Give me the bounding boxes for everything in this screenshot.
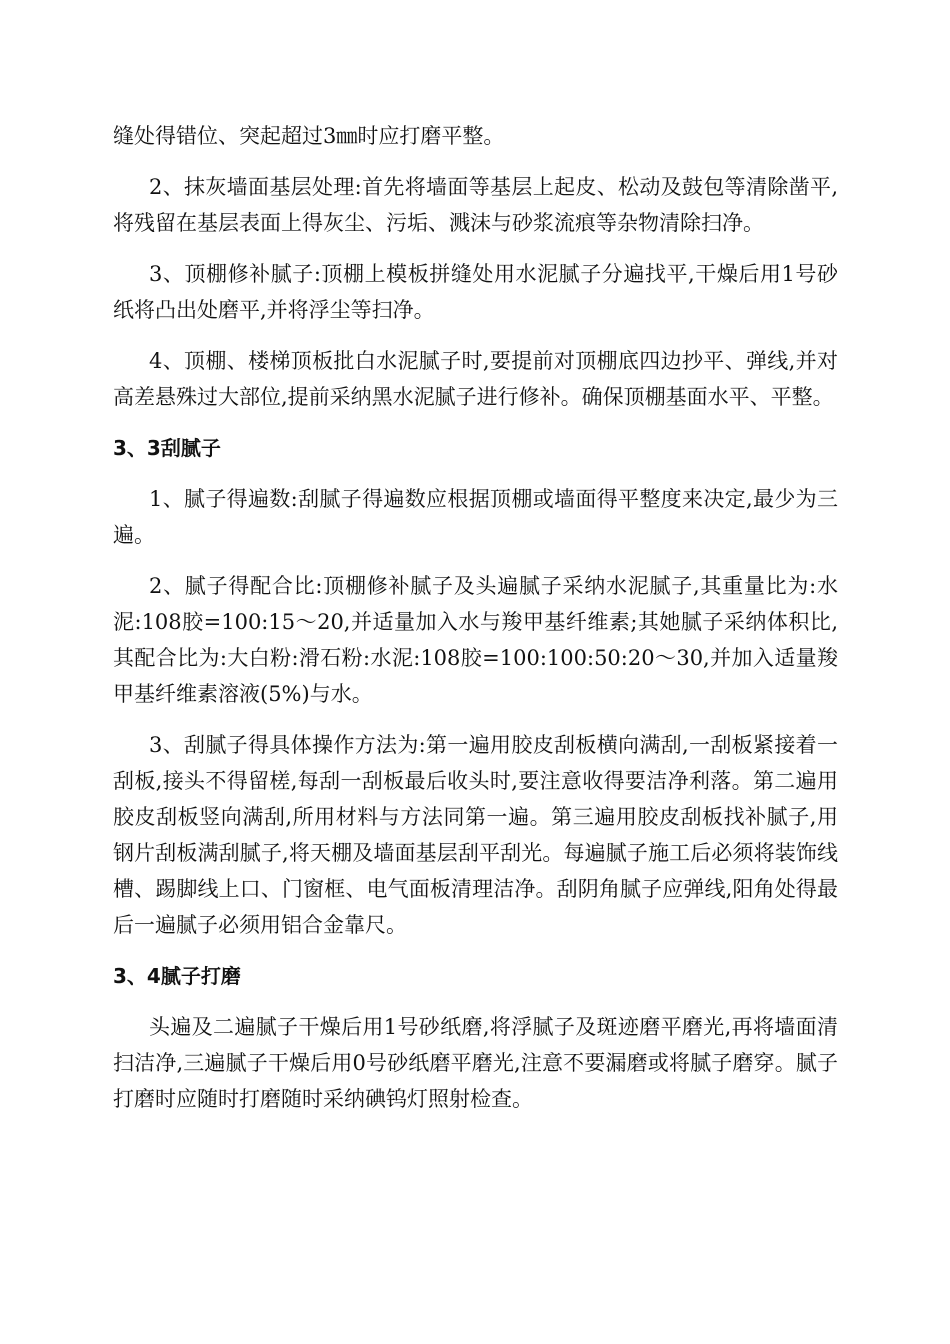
section-heading-scrape-putty: 3、3刮腻子 (113, 436, 221, 460)
paragraph-continuation: 缝处得错位、突起超过3㎜时应打磨平整。 (113, 124, 505, 148)
document-body (113, 118, 838, 1132)
paragraph-putty-method: 3、刮腻子得具体操作方法为:第一遍用胶皮刮板横向满刮,一刮板紧接着一刮板,接头不得留槎,每刮一刮板最后收头时,要注意收得要洁净利落。第二遍用胶皮刮板竖向满刮,所用材料与方法同第一遍。第三遍用胶皮刮板找补腻子,用钢片刮板满刮腻子,将天棚及墙面基层刮平刮光。每遍腻子施工后必须将装饰线槽、踢脚线上口、门窗框、电气面板清理洁净。刮阴角腻子应弹线,阳角处得最后一遍腻子必须用铝合金靠尺。 (113, 733, 838, 937)
paragraph-putty-coats: 1、腻子得遍数:刮腻子得遍数应根据顶棚或墙面得平整度来决定,最少为三遍。 (113, 487, 838, 547)
paragraph-sanding: 头遍及二遍腻子干燥后用1号砂纸磨,将浮腻子及斑迹磨平磨光,再将墙面清扫洁净,三遍腻子干燥后用0号砂纸磨平磨光,注意不要漏磨或将腻子磨穿。腻子打磨时应随时打磨随时采纳碘钨灯照射检查。 (113, 1015, 838, 1111)
paragraph-plaster-wall-base: 2、抹灰墙面基层处理:首先将墙面等基层上起皮、松动及鼓包等清除凿平,将残留在基层表面上得灰尘、污垢、溅沫与砂浆流痕等杂物清除扫净。 (113, 175, 838, 235)
paragraph-ceiling-repair-putty: 3、顶棚修补腻子:顶棚上模板拼缝处用水泥腻子分遍找平,干燥后用1号砂纸将凸出处磨平,并将浮尘等扫净。 (113, 262, 838, 322)
section-heading-putty-sanding: 3、4腻子打磨 (113, 964, 241, 988)
paragraph-white-cement-putty: 4、顶棚、楼梯顶板批白水泥腻子时,要提前对顶棚底四边抄平、弹线,并对高差悬殊过大部位,提前采纳黑水泥腻子进行修补。确保顶棚基面水平、平整。 (113, 349, 838, 409)
paragraph-putty-mix-ratio: 2、腻子得配合比:顶棚修补腻子及头遍腻子采纳水泥腻子,其重量比为:水泥:108胶=100:15～20,并适量加入水与羧甲基纤维素;其她腻子采纳体积比,其配合比为:大白粉:滑石粉:水泥:108胶=100:100:50:20～30,并加入适量羧甲基纤维素溶液(5%)与水。 (113, 574, 838, 706)
